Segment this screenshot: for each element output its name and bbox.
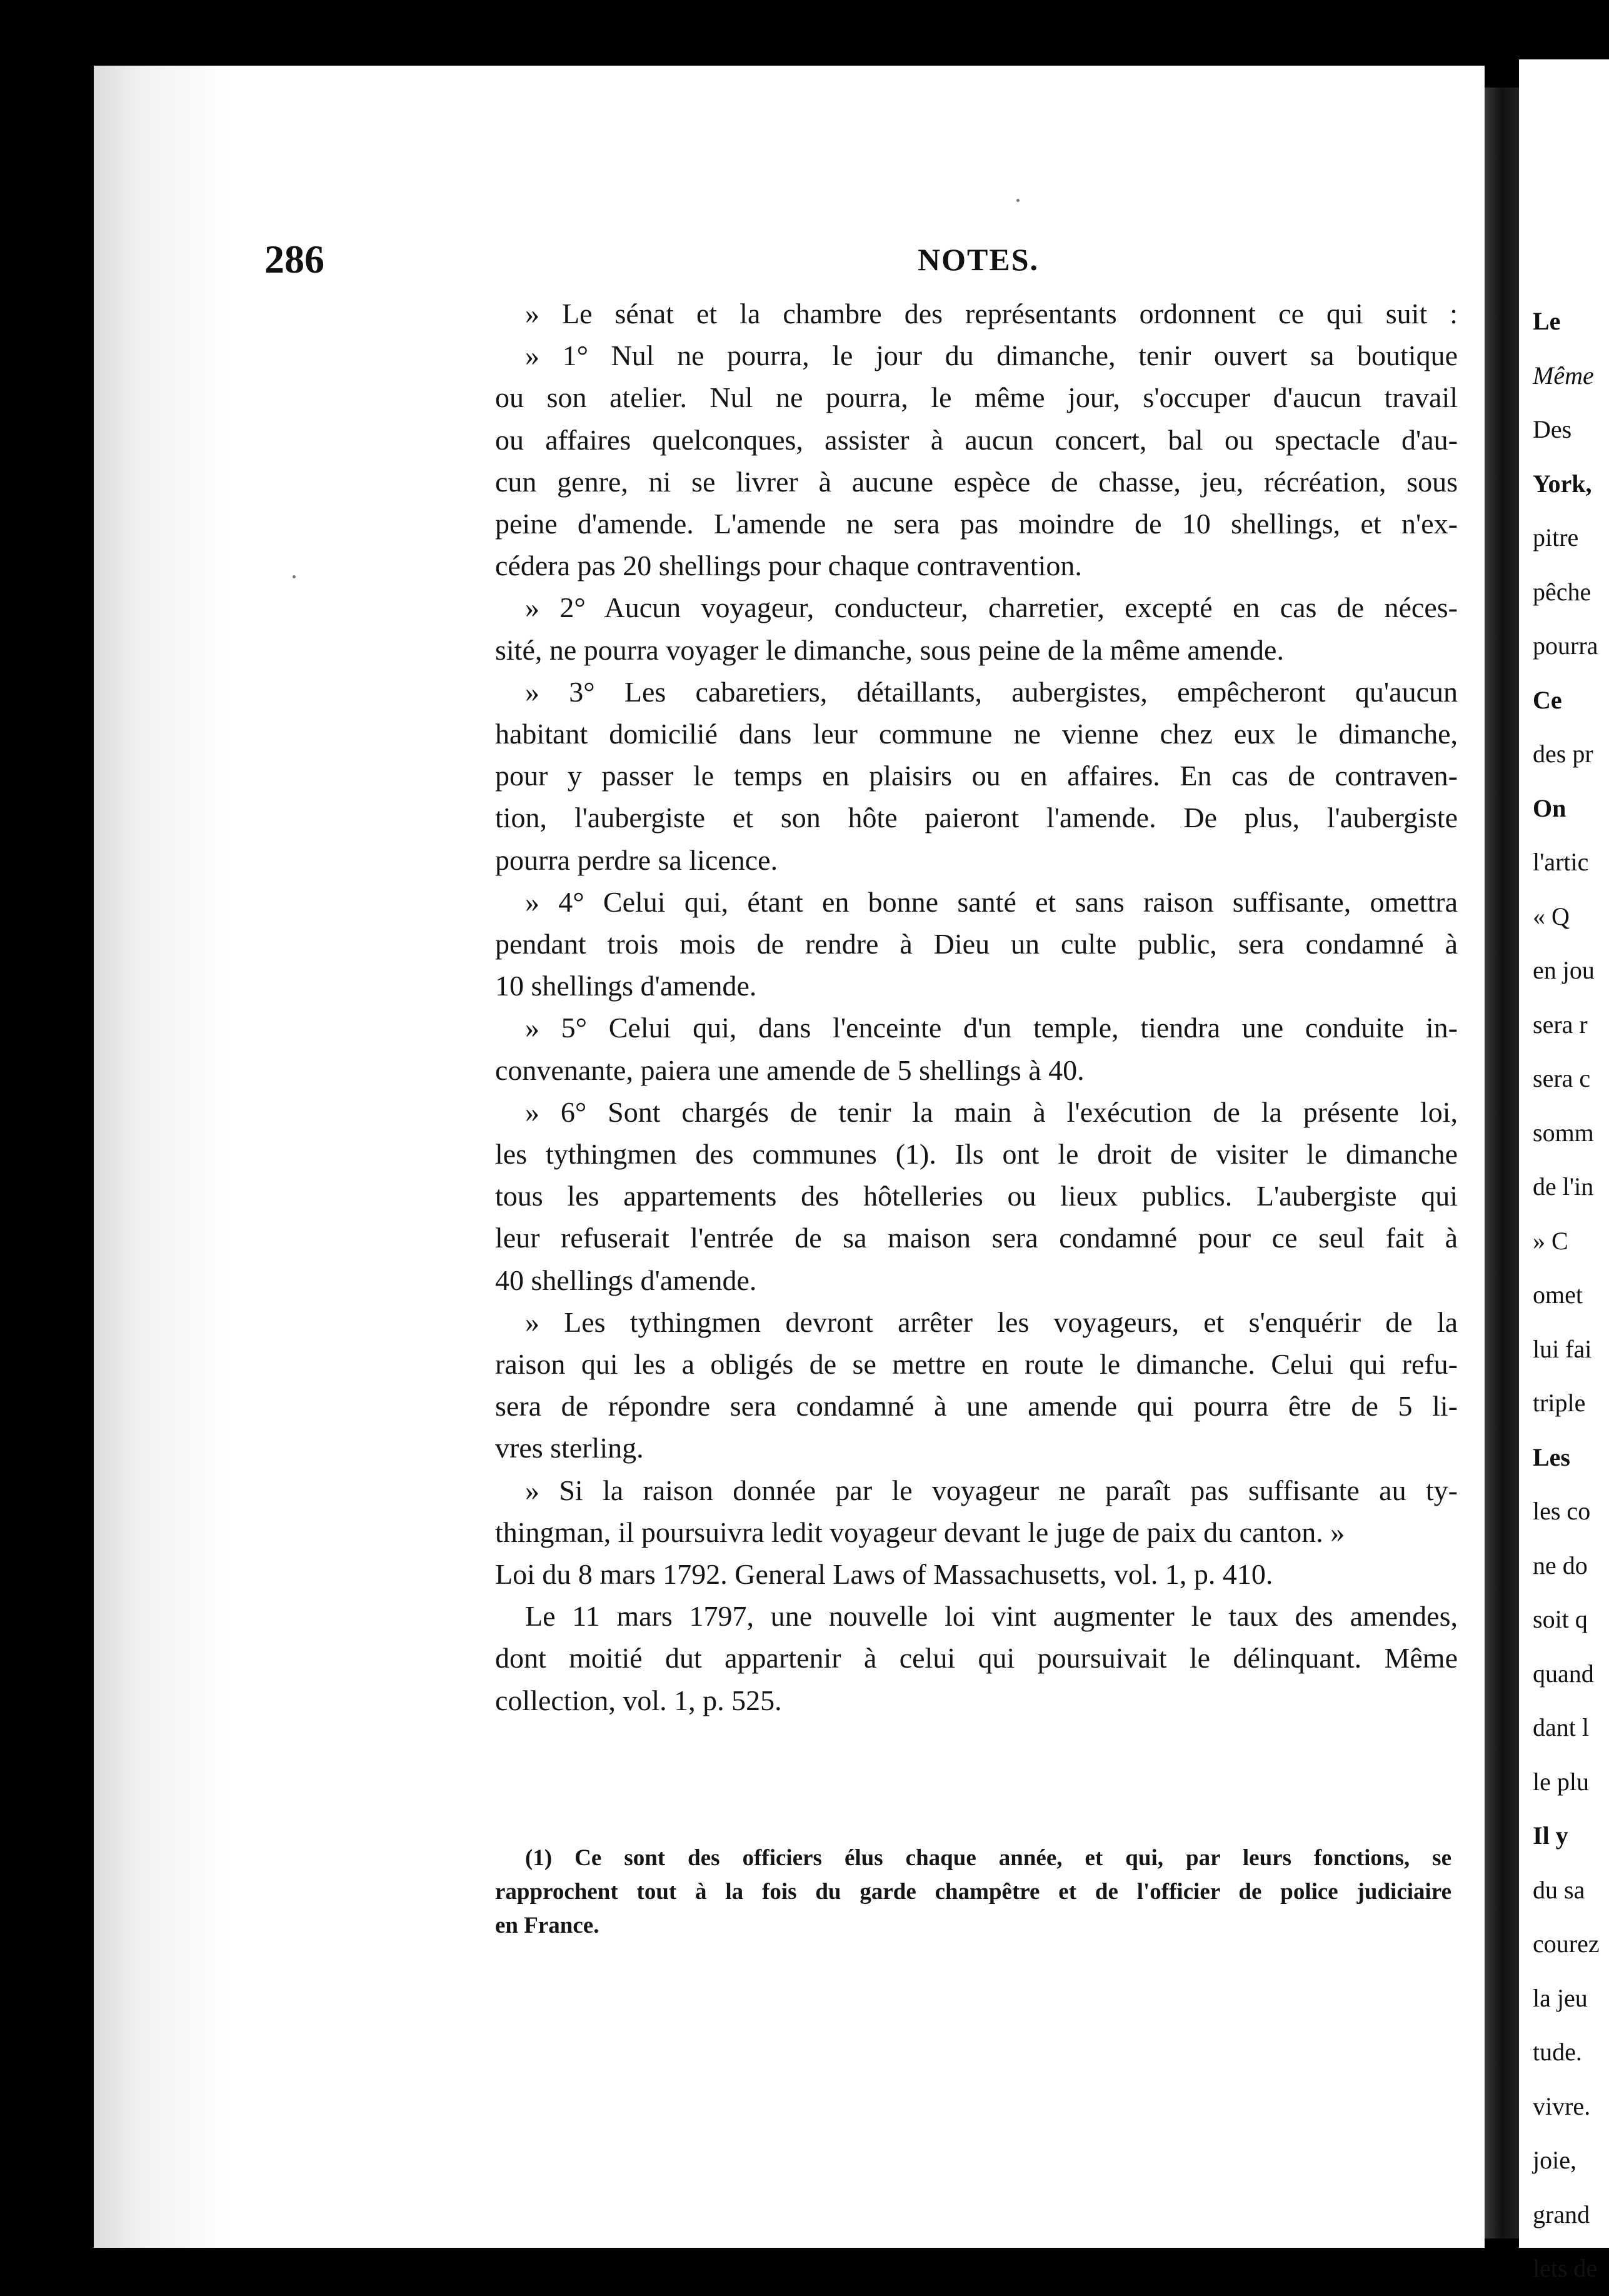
- text-line: » 1° Nul ne pourra, le jour du dimanche, tenir ouvert sa boutique: [525, 340, 1458, 372]
- text-line: peine d'amende. L'amende ne sera pas moindre de 10 shellings, et n'ex-: [495, 508, 1458, 540]
- text-line: » 5° Celui qui, dans l'enceinte d'un temple, tiendra une conduite in-: [525, 1012, 1458, 1044]
- page-number: 286: [264, 237, 324, 281]
- facing-page-line: Des: [1533, 415, 1572, 443]
- facing-page-line: pitre: [1533, 523, 1579, 551]
- text-line: pourra perdre sa licence.: [495, 843, 778, 876]
- text-line: pour y passer le temps en plaisirs ou en affaires. En cas de contraven-: [495, 760, 1458, 792]
- text-line: sité, ne pourra voyager le dimanche, sous peine de la même amende.: [495, 633, 1284, 666]
- facing-page-line: la jeu: [1533, 1983, 1588, 2012]
- text-line: Loi du 8 mars 1792. General Laws of Massachusetts, vol. 1, p. 410.: [495, 1558, 1273, 1590]
- text-line: vres sterling.: [495, 1432, 644, 1464]
- footnote-line: (1) Ce sont des officiers élus chaque année, et qui, par leurs fonctions, se: [525, 1845, 1451, 1871]
- facing-page-line: des pr: [1533, 740, 1593, 768]
- text-line: » Le sénat et la chambre des représentants ordonnent ce qui suit :: [525, 298, 1458, 330]
- text-line: » Si la raison donnée par le voyageur ne paraît pas suffisante au ty-: [525, 1474, 1458, 1506]
- facing-page-line: soit q: [1533, 1605, 1588, 1633]
- text-line: raison qui les a obligés de se mettre en route le dimanche. Celui qui refu-: [495, 1348, 1458, 1380]
- page-edge-shading: [94, 66, 231, 2248]
- facing-page-line: Même: [1533, 361, 1594, 390]
- facing-page-line: Le: [1533, 307, 1561, 335]
- facing-page-line: omet: [1533, 1281, 1583, 1309]
- text-line: pendant trois mois de rendre à Dieu un culte public, sera condamné à: [495, 928, 1458, 960]
- facing-page-line: York,: [1533, 469, 1592, 498]
- facing-page-line: courez: [1533, 1930, 1600, 1958]
- text-line: convenante, paiera une amende de 5 shellings à 40.: [495, 1054, 1085, 1086]
- facing-page-line: triple: [1533, 1389, 1586, 1417]
- book-gutter: [1485, 88, 1519, 2238]
- text-line: » 2° Aucun voyageur, conducteur, charretier, excepté en cas de néces-: [525, 592, 1458, 624]
- facing-page-line: sera r: [1533, 1010, 1588, 1039]
- facing-page-line: ne do: [1533, 1551, 1588, 1579]
- text-line: ou affaires quelconques, assister à aucun concert, bal ou spectacle d'au-: [495, 423, 1458, 456]
- text-line: » 6° Sont chargés de tenir la main à l'exécution de la présente loi,: [525, 1095, 1458, 1128]
- facing-page-line: joie,: [1533, 2146, 1576, 2174]
- facing-page-line: grand: [1533, 2200, 1590, 2228]
- text-line: collection, vol. 1, p. 525.: [495, 1684, 782, 1716]
- facing-page-line: » C: [1533, 1226, 1568, 1255]
- facing-page-line: Il y: [1533, 1821, 1568, 1850]
- facing-page-line: On: [1533, 793, 1566, 822]
- text-line: 10 shellings d'amende.: [495, 970, 757, 1002]
- facing-page-line: sera c: [1533, 1064, 1591, 1092]
- facing-page-line: somm: [1533, 1118, 1594, 1147]
- facing-page-line: quand: [1533, 1659, 1594, 1688]
- scan-speck: [1016, 199, 1020, 202]
- facing-page-line: l'artic: [1533, 848, 1589, 876]
- scan-speck: [293, 575, 296, 578]
- facing-page-line: le plu: [1533, 1767, 1589, 1796]
- footnote-line: rapprochent tout à la fois du garde champêtre et de l'officier de police judiciaire: [495, 1879, 1451, 1905]
- facing-page-line: pêche: [1533, 577, 1591, 606]
- text-line: tous les appartements des hôtelleries ou lieux publics. L'aubergiste qui: [495, 1180, 1458, 1212]
- text-line: tion, l'aubergiste et son hôte paieront l'amende. De plus, l'aubergiste: [495, 802, 1458, 834]
- running-title: NOTES.: [918, 242, 1040, 277]
- facing-page-line: tude.: [1533, 2038, 1582, 2066]
- facing-page-line: pourra: [1533, 632, 1598, 660]
- facing-page: [1519, 59, 1609, 2282]
- text-line: sera de répondre sera condamné à une amende qui pourra être de 5 li-: [495, 1390, 1458, 1422]
- text-line: » Les tythingmen devront arrêter les voyageurs, et s'enquérir de la: [525, 1306, 1458, 1338]
- facing-page-line: en jou: [1533, 956, 1595, 984]
- facing-page-line: « Q: [1533, 902, 1570, 930]
- text-line: dont moitié dut appartenir à celui qui poursuivait le délinquant. Même: [495, 1642, 1458, 1674]
- facing-page-line: lui fai: [1533, 1334, 1592, 1363]
- text-line: habitant domicilié dans leur commune ne vienne chez eux le dimanche,: [495, 718, 1458, 750]
- text-line: Le 11 mars 1797, une nouvelle loi vint augmenter le taux des amendes,: [525, 1600, 1458, 1633]
- footnote-line: en France.: [495, 1913, 599, 1938]
- facing-page-line: les co: [1533, 1497, 1591, 1525]
- facing-page-line: lets de: [1533, 2254, 1598, 2282]
- facing-page-line: du sa: [1533, 1875, 1585, 1904]
- facing-page-line: Les: [1533, 1443, 1570, 1471]
- text-line: les tythingmen des communes (1). Ils ont le droit de visiter le dimanche: [495, 1138, 1458, 1170]
- facing-page-line: vivre.: [1533, 2092, 1591, 2120]
- text-line: leur refuserait l'entrée de sa maison sera condamné pour ce seul fait à: [495, 1222, 1458, 1254]
- text-line: thingman, il poursuivra ledit voyageur devant le juge de paix du canton. »: [495, 1516, 1345, 1548]
- text-line: cédera pas 20 shellings pour chaque contravention.: [495, 550, 1082, 582]
- text-line: ou son atelier. Nul ne pourra, le même jour, s'occuper d'aucun travail: [495, 381, 1458, 414]
- facing-page-line: de l'in: [1533, 1172, 1594, 1201]
- text-line: 40 shellings d'amende.: [495, 1264, 757, 1296]
- facing-page-line: dant l: [1533, 1713, 1589, 1741]
- text-line: » 3° Les cabaretiers, détaillants, aubergistes, empêcheront qu'aucun: [525, 675, 1458, 708]
- facing-page-line: Ce: [1533, 685, 1562, 714]
- text-line: cun genre, ni se livrer à aucune espèce de chasse, jeu, récréation, sous: [495, 465, 1458, 498]
- text-line: » 4° Celui qui, étant en bonne santé et sans raison suffisante, omettra: [525, 885, 1458, 918]
